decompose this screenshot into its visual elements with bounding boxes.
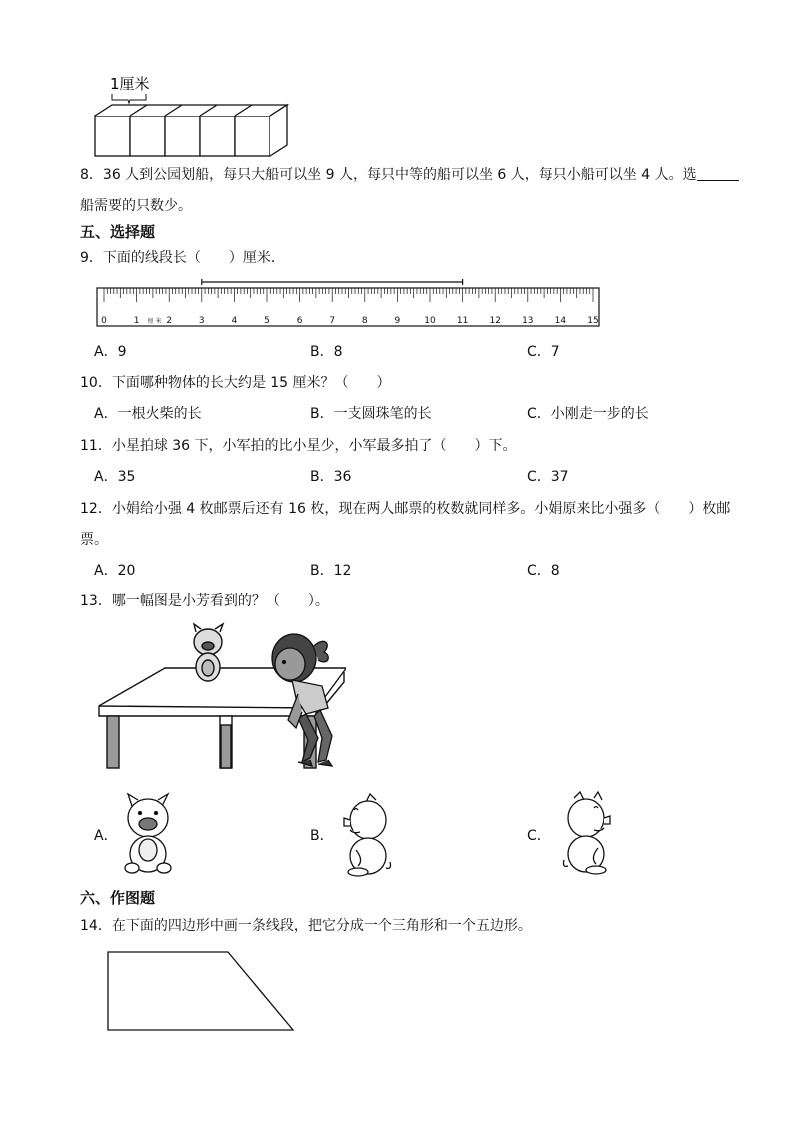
- q8-line2: 船需要的只数少。: [80, 198, 192, 214]
- ruler-number: 13: [522, 316, 534, 326]
- ruler-number: 9: [394, 316, 401, 326]
- question-12: 12．小娟给小强 4 枚邮票后还有 16 枚，现在两人邮票的枚数就同样多。小娟原来比小强多（ ）枚邮: [80, 501, 731, 517]
- q13-option-a[interactable]: A．: [94, 828, 118, 844]
- cube-label: 1厘米: [110, 75, 150, 93]
- question-14: 14．在下面的四边形中画一条线段，把它分成一个三角形和一个五边形。: [80, 918, 532, 934]
- q12-option-b[interactable]: B．12: [310, 563, 352, 579]
- ruler-number: 10: [424, 316, 436, 326]
- q9-option-b[interactable]: B．8: [310, 344, 343, 360]
- q9-option-a[interactable]: A．9: [94, 344, 127, 360]
- ruler-number: 3: [198, 316, 205, 326]
- ruler-unit-label: 厘 米: [147, 318, 162, 325]
- q8-answer-blank[interactable]: [697, 166, 739, 181]
- question-8: [80, 165, 739, 185]
- q11-option-a[interactable]: A．35: [94, 469, 136, 485]
- cube-strip-figure: [90, 72, 290, 162]
- q10-option-a[interactable]: A．一根火柴的长: [94, 406, 202, 422]
- ruler-number: 2: [166, 316, 173, 326]
- pig-side-view-right[interactable]: [558, 790, 620, 876]
- question-9: 9．下面的线段长（ ）厘米．: [80, 250, 285, 266]
- girl-figure: [262, 628, 342, 770]
- ruler-number: 15: [587, 316, 599, 326]
- q11-option-c[interactable]: C．37: [527, 469, 569, 485]
- question-11: 11．小星拍球 36 下，小军拍的比小星少，小军最多拍了（ ）下。: [80, 438, 517, 454]
- ruler-number: 14: [554, 316, 567, 326]
- pig-front-view[interactable]: [118, 790, 178, 876]
- ruler-number: 0: [101, 316, 107, 326]
- q9-option-c[interactable]: C．7: [527, 344, 560, 360]
- section-5-title: 五、选择题: [80, 223, 156, 241]
- question-10: 10．下面哪种物体的长大约是 15 厘米？（ ）: [80, 375, 391, 391]
- cube-strip-svg: [90, 72, 290, 162]
- ruler-number: 7: [329, 316, 336, 326]
- q12-line2: 票。: [80, 532, 108, 548]
- quadrilateral-shape: [108, 952, 293, 1030]
- q12-option-c[interactable]: C．8: [527, 563, 560, 579]
- ruler-number: 12: [489, 316, 501, 326]
- ruler-number: 11: [456, 316, 469, 326]
- q13-option-c[interactable]: C．: [527, 828, 551, 844]
- ruler-number: 4: [231, 316, 238, 326]
- ruler-number: 8: [361, 316, 368, 326]
- ruler-number: 1: [133, 316, 140, 326]
- pig-side-right-svg: [558, 790, 620, 876]
- ruler-number: 5: [264, 316, 270, 326]
- q11-option-b[interactable]: B．36: [310, 469, 352, 485]
- ruler-svg: [96, 278, 606, 330]
- q10-option-c[interactable]: C．小刚走一步的长: [527, 406, 649, 422]
- ruler-figure: [96, 278, 606, 330]
- q12-option-a[interactable]: A．20: [94, 563, 136, 579]
- quadrilateral-figure[interactable]: [100, 946, 300, 1036]
- pig-side-left-svg: [336, 792, 396, 878]
- pig-front-svg: [118, 790, 178, 876]
- pig-side-view-left[interactable]: [336, 792, 396, 878]
- q10-option-b[interactable]: B．一支圆珠笔的长: [310, 406, 432, 422]
- quadrilateral-svg: [100, 946, 300, 1036]
- girl-svg: [262, 628, 342, 770]
- q8-line1: 8．36 人到公园划船，每只大船可以坐 9 人，每只中等的船可以坐 6 人，每只小船可以坐 4 人。选: [80, 167, 697, 183]
- question-13: 13．哪一幅图是小芳看到的？（ ）。: [80, 593, 329, 609]
- q13-option-b[interactable]: B．: [310, 828, 334, 844]
- section-6-title: 六、作图题: [80, 889, 156, 907]
- ruler-number: 6: [296, 316, 303, 326]
